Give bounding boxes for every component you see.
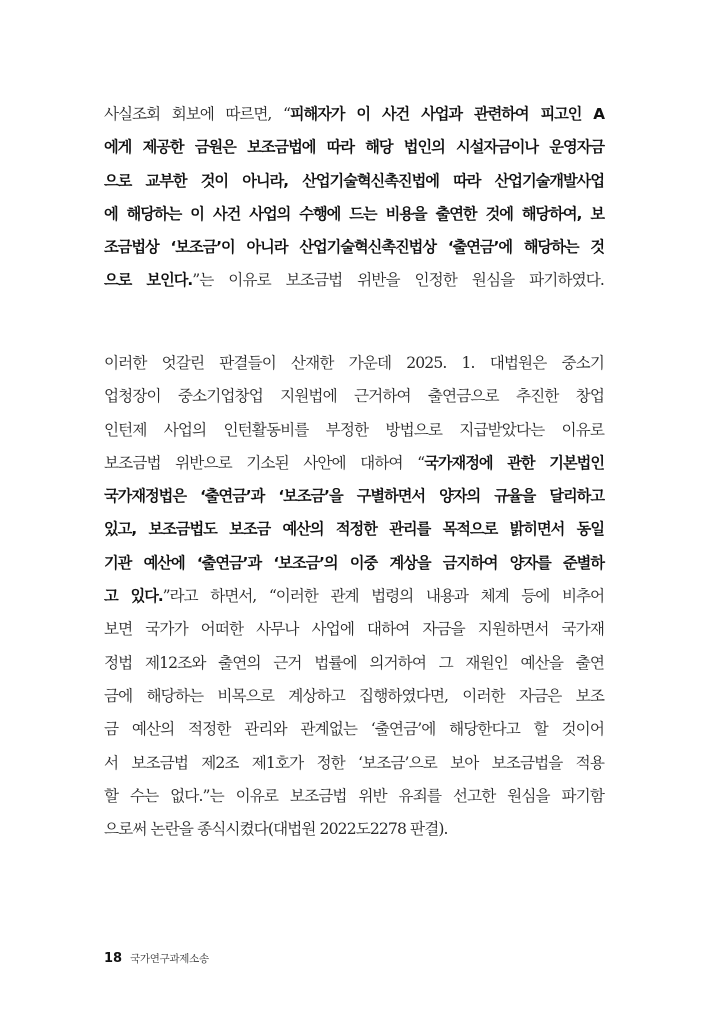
text-regular: 보조금법 위반으로 기소된 사안에 대하여 “ (104, 453, 425, 472)
text-line (104, 813, 604, 846)
text-line (104, 447, 604, 480)
text-bold: 있고, 보조금법도 보조금 예산의 적정한 관리를 목적으로 밝히면서 동일 (104, 520, 604, 539)
text-line (104, 231, 604, 264)
text-bold: 국가재정에 관한 기본법인 (424, 453, 604, 472)
text-line (104, 264, 604, 297)
text-line (104, 198, 604, 231)
text-line (104, 580, 604, 613)
text-line (104, 647, 604, 680)
text-bold: 으로 교부한 것이 아니라, 산업기술혁신촉진법에 따라 산업기술개발사업 (104, 171, 604, 190)
text-bold: 고 있다. (104, 587, 163, 606)
text-regular: 서 보조금법 제2조 제1호가 정한 ‘보조금’으로 보아 보조금법을 적용 (104, 753, 604, 772)
text-bold: 조금법상 ‘보조금’이 아니라 산업기술혁신촉진법상 ‘출연금’에 해당하는 것 (104, 238, 604, 257)
text-line (104, 414, 604, 447)
text-regular: 정법 제12조와 출연의 근거 법률에 의거하여 그 재원인 예산을 출연 (104, 653, 604, 672)
text-regular: 할 수는 없다.”는 이유로 보조금법 위반 유죄를 선고한 원심을 파기함 (104, 786, 604, 805)
text-bold: 피해자가 이 사건 사업과 관련하여 피고인 A (289, 105, 604, 123)
text-regular: ”라고 하면서, “이러한 관계 법령의 내용과 체계 등에 비추어 (162, 587, 604, 606)
text-regular: 보면 국가가 어떠한 사무나 사업에 대하여 자금을 지원하면서 국가재 (104, 620, 604, 639)
text-regular: 인턴제 사업의 인턴활동비를 부정한 방법으로 지급받았다는 이유로 (104, 420, 604, 439)
text-regular: 금 예산의 적정한 관리와 관계없는 ‘출연금’에 해당한다고 할 것이어 (104, 720, 604, 739)
text-bold: 으로 보인다. (104, 271, 193, 290)
text-line (104, 131, 604, 164)
text-line (104, 347, 604, 380)
text-line (104, 680, 604, 713)
text-bold: 에 해당하는 이 사건 사업의 수행에 드는 비용을 출연한 것에 해당하여, 보 (104, 204, 604, 223)
text-line (104, 613, 604, 646)
text-line (104, 98, 604, 131)
text-regular: 금에 해당하는 비목으로 계상하고 집행하였다면, 이러한 자금은 보조 (104, 686, 604, 705)
text-line (104, 780, 604, 813)
paragraph-2 (104, 347, 604, 846)
text-line (104, 480, 604, 513)
page-number: 18 (104, 951, 123, 966)
text-line (104, 513, 604, 546)
text-line (104, 713, 604, 746)
text-line (104, 165, 604, 198)
text-regular: 으로써 논란을 종식시켰다(대법원 2022도2278 판결). (104, 820, 448, 839)
text-line (104, 547, 604, 580)
text-regular: ”는 이유로 보조금법 위반을 인정한 원심을 파기하였다. (192, 271, 604, 290)
text-bold: 기관 예산에 ‘출연금’과 ‘보조금’의 이중 계상을 금지하여 양자를 준별하 (104, 553, 604, 572)
text-bold: 국가재정법은 ‘출연금’과 ‘보조금’을 구별하면서 양자의 규율을 달리하고 (104, 487, 604, 506)
text-regular: 업청장이 중소기업창업 지원법에 근거하여 출연금으로 추진한 창업 (104, 387, 604, 406)
text-line (104, 380, 604, 413)
text-bold: 에게 제공한 금원은 보조금법에 따라 해당 법인의 시설자금이나 운영자금 (104, 138, 604, 157)
page-footer (104, 948, 209, 968)
running-title: 국가연구과제소송 (130, 953, 209, 965)
paragraph-1 (104, 98, 604, 298)
text-line (104, 747, 604, 780)
text-regular: 사실조회 회보에 따르면, “ (104, 105, 290, 123)
text-regular: 이러한 엇갈린 판결들이 산재한 가운데 2025. 1. 대법원은 중소기 (104, 354, 604, 372)
